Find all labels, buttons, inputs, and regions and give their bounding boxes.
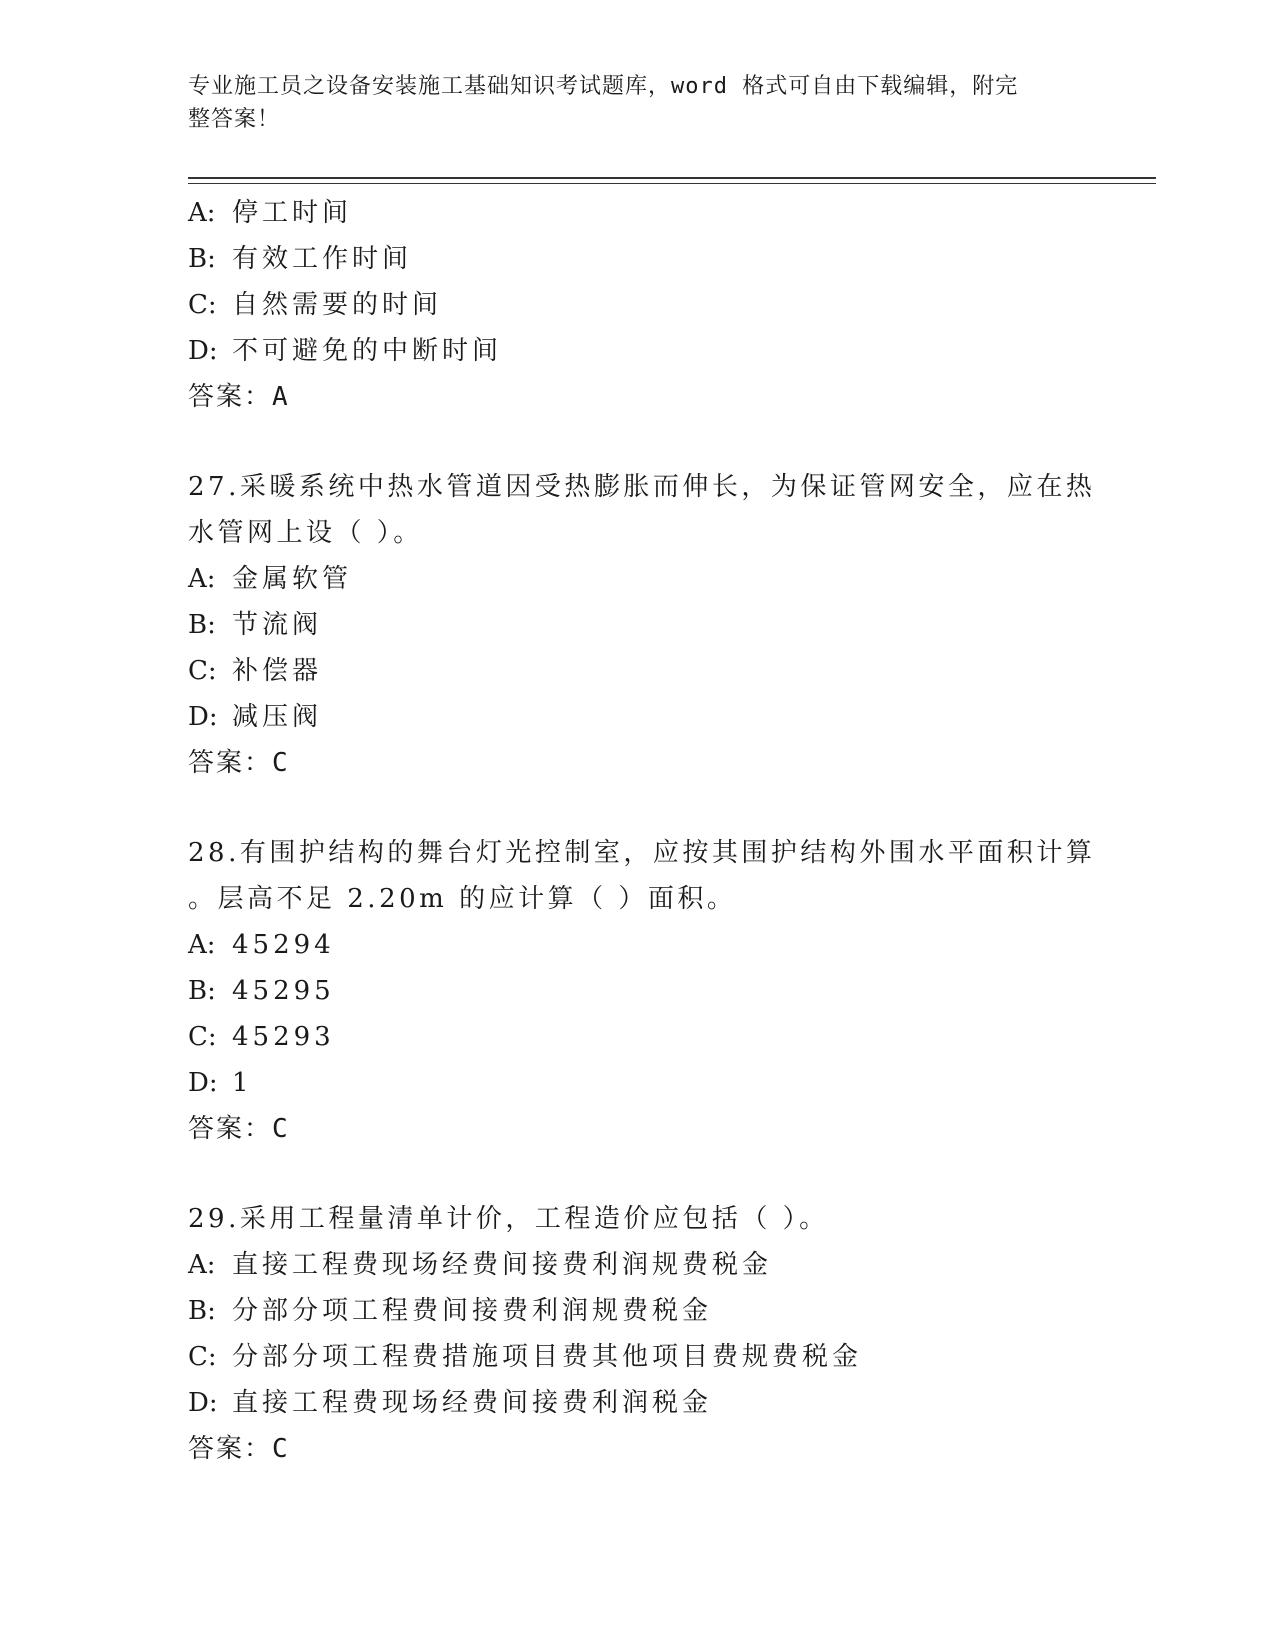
option-letter: D:: [188, 336, 218, 366]
option-text: 直接工程费现场经费间接费利润税金: [232, 1388, 713, 1418]
option-letter: B:: [188, 244, 216, 274]
option-text: 节流阀: [232, 610, 323, 640]
option-text: 补偿器: [232, 656, 323, 686]
option-letter: C:: [188, 1022, 217, 1052]
option-text: 1: [232, 1068, 253, 1098]
option-text: 直接工程费现场经费间接费利润规费税金: [232, 1250, 773, 1280]
option-letter: B:: [188, 976, 216, 1006]
question-text-line-1: 27.采暖系统中热水管道因受热膨胀而伸长，为保证管网安全，应在热: [188, 472, 1096, 502]
option-text: 分部分项工程费间接费利润规费税金: [232, 1296, 713, 1326]
option-letter: A:: [188, 564, 216, 594]
option-b: [188, 236, 1088, 282]
option-letter: D:: [188, 1388, 218, 1418]
option-letter: A:: [188, 930, 216, 960]
question-list: [188, 190, 1096, 1472]
option-letter: A:: [188, 198, 216, 228]
option-text: 停工时间: [232, 198, 353, 228]
question-text-line-2: 。层高不足 2.20m 的应计算（ ）面积。: [188, 884, 737, 914]
option-a: [188, 190, 1088, 236]
option-b: [188, 968, 1088, 1014]
question-text-line-1: 28.有围护结构的舞台灯光控制室，应按其围护结构外围水平面积计算: [188, 838, 1096, 868]
document-header: [188, 70, 1078, 136]
option-text: 分部分项工程费措施项目费其他项目费规费税金: [232, 1342, 863, 1372]
answer-line: 答案：C: [188, 1434, 290, 1464]
header-line-2: 整答案！: [188, 107, 281, 132]
option-letter: C:: [188, 1342, 217, 1372]
option-letter: B:: [188, 610, 216, 640]
option-text: 自然需要的时间: [232, 290, 443, 320]
option-text: 45293: [232, 1022, 335, 1052]
option-letter: C:: [188, 290, 217, 320]
option-letter: D:: [188, 1068, 218, 1098]
question-text-line-2: 水管网上设（ ）。: [188, 518, 423, 548]
header-line-1: 专业施工员之设备安装施工基础知识考试题库，word 格式可自由下载编辑，附完: [188, 74, 1019, 99]
option-c: [188, 648, 1088, 694]
question-28: [188, 830, 1096, 1152]
option-text: 减压阀: [232, 702, 323, 732]
option-b: [188, 602, 1088, 648]
option-text: 有效工作时间: [232, 244, 413, 274]
option-letter: B:: [188, 1296, 216, 1326]
option-d: [188, 328, 1088, 374]
option-letter: A:: [188, 1250, 216, 1280]
option-c: [188, 282, 1088, 328]
question-27: [188, 464, 1096, 786]
option-a: [188, 1242, 1088, 1288]
question-text-line-1: 29.采用工程量清单计价，工程造价应包括（ ）。: [188, 1204, 829, 1234]
option-d: [188, 1060, 1088, 1106]
option-text: 45295: [232, 976, 335, 1006]
option-c: [188, 1334, 1088, 1380]
answer-line: 答案：C: [188, 748, 290, 778]
option-letter: C:: [188, 656, 217, 686]
question-26-options: [188, 190, 1088, 420]
question-29: [188, 1196, 1088, 1472]
option-c: [188, 1014, 1088, 1060]
option-text: 45294: [232, 930, 335, 960]
option-d: [188, 694, 1088, 740]
option-text: 金属软管: [232, 564, 353, 594]
option-a: [188, 922, 1088, 968]
answer-line: 答案：C: [188, 1114, 290, 1144]
header-divider-thin: [188, 183, 1156, 184]
header-divider-thick: [188, 177, 1156, 179]
option-d: [188, 1380, 1088, 1426]
option-letter: D:: [188, 702, 218, 732]
answer-line: 答案：A: [188, 382, 290, 412]
option-a: [188, 556, 1088, 602]
option-b: [188, 1288, 1088, 1334]
option-text: 不可避免的中断时间: [232, 336, 503, 366]
